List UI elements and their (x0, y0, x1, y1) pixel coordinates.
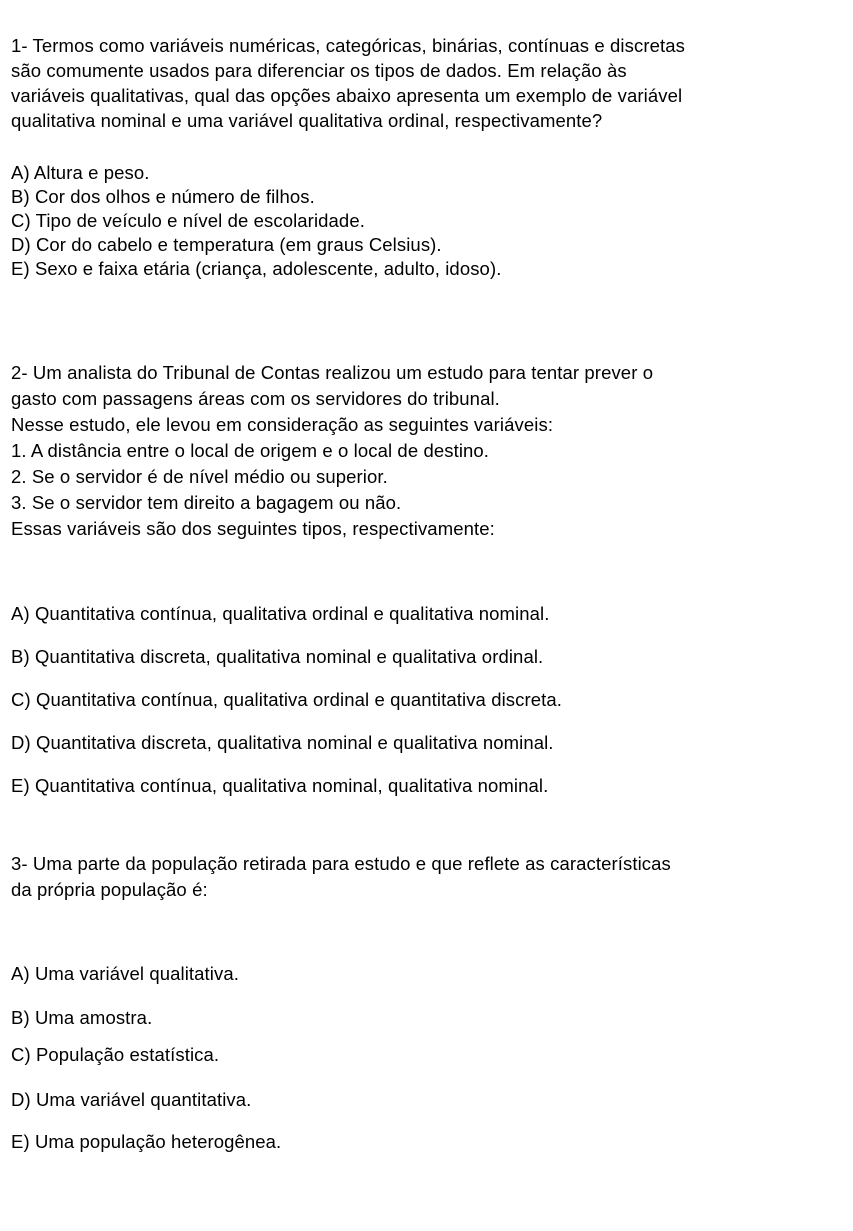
q1-stem-line: qualitativa nominal e uma variável qualitativa ordinal, respectivamente? (11, 110, 603, 131)
q1-stem-line: são comumente usados para diferenciar os tipos de dados. Em relação às (11, 60, 627, 81)
q1-option-b: B) Cor dos olhos e número de filhos. (11, 186, 315, 207)
q1-option-a: A) Altura e peso. (11, 162, 150, 183)
q3-option-c: C) População estatística. (11, 1044, 220, 1065)
q3-option-b: B) Uma amostra. (11, 1007, 153, 1028)
q1-option-d: D) Cor do cabelo e temperatura (em graus Celsius). (11, 234, 442, 255)
q1-stem-line: variáveis qualitativas, qual das opções abaixo apresenta um exemplo de variável (11, 85, 683, 106)
q2-stem-line: Nesse estudo, ele levou em consideração as seguintes variáveis: (11, 414, 554, 435)
q2-option-d: D) Quantitativa discreta, qualitativa nominal e qualitativa nominal. (11, 732, 554, 753)
q2-option-a: A) Quantitativa contínua, qualitativa ordinal e qualitativa nominal. (11, 603, 550, 624)
q1-option-e: E) Sexo e faixa etária (criança, adolescente, adulto, idoso). (11, 258, 502, 279)
q2-option-b: B) Quantitativa discreta, qualitativa nominal e qualitativa ordinal. (11, 646, 544, 667)
q1-option-c: C) Tipo de veículo e nível de escolaridade. (11, 210, 365, 231)
q2-stem-line: Essas variáveis são dos seguintes tipos, respectivamente: (11, 518, 495, 539)
q2-stem-line: 2. Se o servidor é de nível médio ou superior. (11, 466, 388, 487)
q2-stem-line: 2- Um analista do Tribunal de Contas realizou um estudo para tentar prever o (11, 362, 654, 383)
q2-stem-line: gasto com passagens áreas com os servidores do tribunal. (11, 388, 500, 409)
q3-option-d: D) Uma variável quantitativa. (11, 1089, 252, 1110)
q2-option-c: C) Quantitativa contínua, qualitativa ordinal e quantitativa discreta. (11, 689, 563, 710)
q3-stem-line: 3- Uma parte da população retirada para estudo e que reflete as características (11, 853, 671, 874)
q3-option-e: E) Uma população heterogênea. (11, 1131, 282, 1152)
q2-stem-line: 1. A distância entre o local de origem e o local de destino. (11, 440, 490, 461)
q3-option-a: A) Uma variável qualitativa. (11, 963, 239, 984)
q3-stem-line: da própria população é: (11, 879, 208, 900)
q2-stem-line: 3. Se o servidor tem direito a bagagem ou não. (11, 492, 402, 513)
q1-stem-line: 1- Termos como variáveis numéricas, categóricas, binárias, contínuas e discretas (11, 35, 685, 56)
q2-option-e: E) Quantitativa contínua, qualitativa nominal, qualitativa nominal. (11, 775, 549, 796)
